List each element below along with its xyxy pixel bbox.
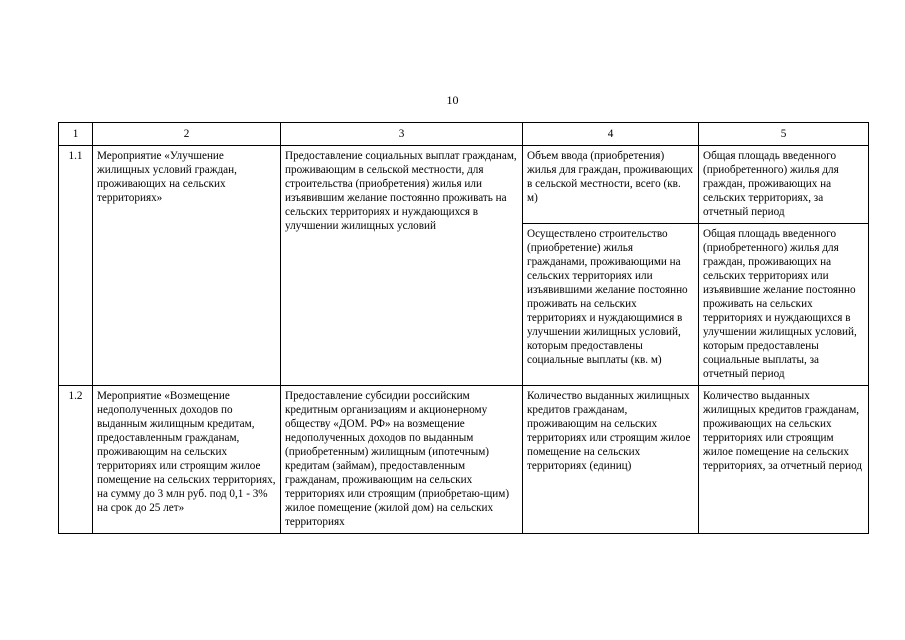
table-row — [59, 146, 869, 224]
table-body — [59, 146, 869, 534]
page-number: 10 — [446, 93, 459, 107]
table-row — [59, 386, 869, 534]
row-number: 1.1 — [59, 146, 93, 386]
description-cell: Предоставление субсидии российским кредитным организациям и акционерному обществу «ДОМ. РФ» на возмещение недополученных доходов по выданным (приобретенным) жилищным (ипотечным) кредитам (займам), предоставленным гражданам, проживающим на сельских территориях или строящим (приобретаю-щим) жилое помещение (жилой дом) на сельских территориях — [281, 386, 523, 534]
header-row — [59, 123, 869, 146]
indicator-cell: Количество выданных жилищных кредитов гражданам, проживающим на сельских территориях или строящим жилое помещение на сельских территориях (единиц) — [523, 386, 699, 534]
indicators-table — [58, 122, 869, 534]
header-col-3: 3 — [281, 123, 523, 146]
indicator-cell: Осуществлено строительство (приобретение) жилья гражданами, проживающими на сельских территориях или изъявившими желание постоянно проживать на сельских территориях и нуждающимися в улучшении жилищных условий, которым предоставлены социальные выплаты (кв. м) — [523, 224, 699, 386]
row-number: 1.2 — [59, 386, 93, 534]
event-cell: Мероприятие «Улучшение жилищных условий граждан, проживающих на сельских территориях» — [93, 146, 281, 386]
calculation-cell: Количество выданных жилищных кредитов гражданам, проживающих на сельских территориях или строящим жилое помещение на сельских территориях, за отчетный период — [699, 386, 869, 534]
indicator-cell: Объем ввода (приобретения) жилья для граждан, проживающих в сельской местности, всего (кв. м) — [523, 146, 699, 224]
calculation-cell: Общая площадь введенного (приобретенного) жилья для граждан, проживающих на сельских территориях или изъявившие желание постоянно проживать на сельских территориях и нуждающихся в улучшении жилищных условий, которым предоставлены социальные выплаты, за отчетный период — [699, 224, 869, 386]
event-cell: Мероприятие «Возмещение недополученных доходов по выданным жилищным кредитам, предоставленным гражданам, проживающим на сельских территориях или строящим жилое помещение на сельских территориях, на сумму до 3 млн руб. под 0,1 - 3% на срок до 25 лет» — [93, 386, 281, 534]
header-col-1: 1 — [59, 123, 93, 146]
header-col-5: 5 — [699, 123, 869, 146]
calculation-cell: Общая площадь введенного (приобретенного) жилья для граждан, проживающих на сельских территориях, за отчетный период — [699, 146, 869, 224]
header-col-2: 2 — [93, 123, 281, 146]
header-col-4: 4 — [523, 123, 699, 146]
table-header — [59, 123, 869, 146]
description-cell: Предоставление социальных выплат гражданам, проживающим в сельской местности, для строительства (приобретения) жилья или изъявившим желание постоянно проживать на сельских территориях и нуждающихся в улучшении жилищных условий — [281, 146, 523, 386]
